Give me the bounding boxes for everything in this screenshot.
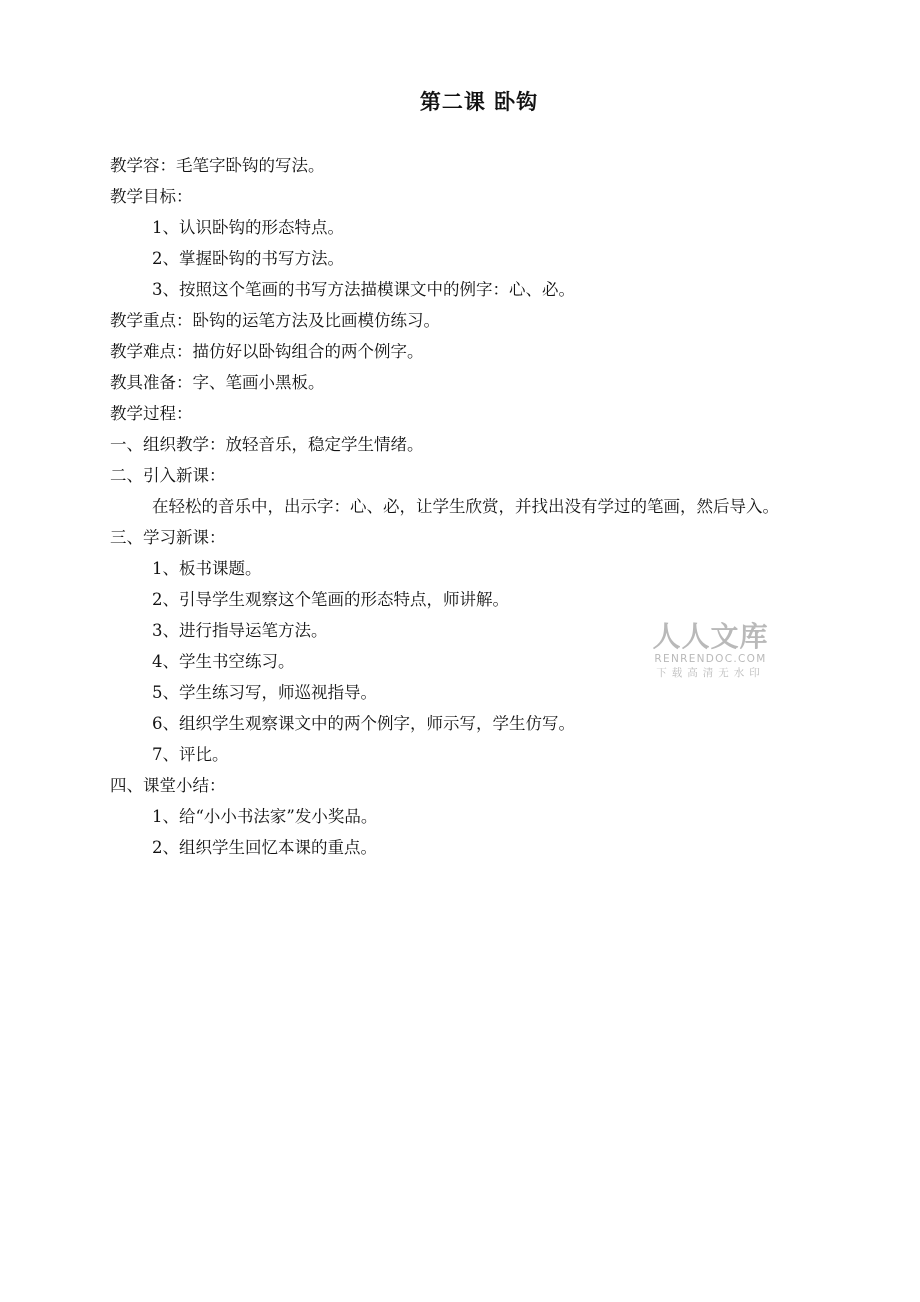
- section-three-heading: 三、学习新课：: [110, 528, 226, 547]
- step-item-6: 6、组织学生观察课文中的两个例字，师示写，学生仿写。: [152, 714, 575, 733]
- section-two-heading: 二、引入新课：: [110, 466, 226, 485]
- step-item-7: 7、评比。: [152, 745, 229, 764]
- step-item-3: 3、进行指导运笔方法。: [152, 621, 328, 640]
- key-points-line: 教学重点：卧钩的运笔方法及比画模仿练习。: [110, 311, 440, 330]
- watermark: [648, 621, 773, 680]
- step-item-5: 5、学生练习写，师巡视指导。: [152, 683, 377, 702]
- watermark-logo-text: 人人文库: [652, 620, 769, 653]
- watermark-domain: RENRENDOC.COM: [654, 653, 767, 665]
- step-item-2: 2、引导学生观察这个笔画的形态特点，师讲解。: [152, 590, 509, 609]
- document-body: [110, 150, 805, 863]
- teaching-content-line: 教学容：毛笔字卧钩的写法。: [110, 156, 325, 175]
- teaching-goals-heading: 教学目标：: [110, 187, 193, 206]
- goal-item-3: 3、按照这个笔画的书写方法描模课文中的例字：心、必。: [152, 280, 575, 299]
- section-two-paragraph: 在轻松的音乐中，出示字：心、必，让学生欣赏，并找出没有学过的笔画，然后导入。: [152, 497, 779, 516]
- process-heading: 教学过程：: [110, 404, 193, 423]
- step-item-1: 1、板书课题。: [152, 559, 262, 578]
- page-title: 第二课 卧钩: [419, 90, 539, 114]
- materials-line: 教具准备：字、笔画小黑板。: [110, 373, 325, 392]
- watermark-subtitle: 下载高清无水印: [656, 667, 765, 679]
- step-item-4: 4、学生书空练习。: [152, 652, 295, 671]
- section-one: 一、组织教学：放轻音乐，稳定学生情绪。: [110, 435, 424, 454]
- summary-item-2: 2、组织学生回忆本课的重点。: [152, 838, 377, 857]
- summary-item-1: 1、给“小小书法家”发小奖品。: [152, 807, 378, 826]
- difficulties-line: 教学难点：描仿好以卧钩组合的两个例字。: [110, 342, 424, 361]
- goal-item-2: 2、掌握卧钩的书写方法。: [152, 249, 344, 268]
- section-four-heading: 四、课堂小结：: [110, 776, 226, 795]
- goal-item-1: 1、认识卧钩的形态特点。: [152, 218, 344, 237]
